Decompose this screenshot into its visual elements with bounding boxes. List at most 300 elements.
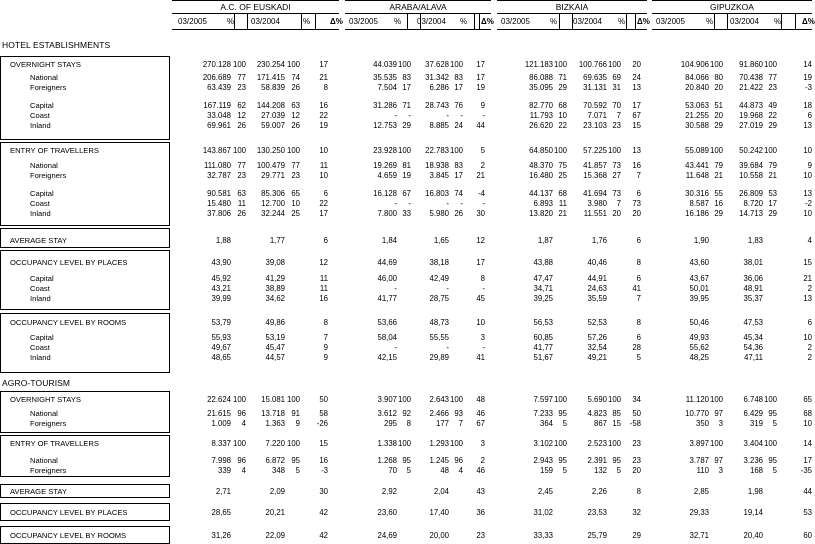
cell-value: 11 xyxy=(319,284,328,293)
cell-value: 20,00 xyxy=(429,531,449,540)
cell-value: 57.225 xyxy=(583,146,607,155)
cell-value: 7.998 xyxy=(211,456,231,465)
cell-value: 30.588 xyxy=(685,121,709,130)
cell-value: 51 xyxy=(714,101,723,110)
cell-value: 10 xyxy=(803,171,812,180)
cell-value: 39,08 xyxy=(265,258,285,267)
cell-value: 85.306 xyxy=(261,189,285,198)
cell-value: 867 xyxy=(593,419,607,428)
cell-value: -35 xyxy=(800,466,812,475)
header-divider xyxy=(247,14,248,29)
cell-value: 49,21 xyxy=(587,353,607,362)
cell-value: 77 xyxy=(237,161,246,170)
cell-value: 8 xyxy=(636,318,641,327)
cell-value: 53.063 xyxy=(685,101,709,110)
cell-value: 12 xyxy=(319,258,328,267)
cell-value: 17 xyxy=(402,83,411,92)
cell-value: 100 xyxy=(232,60,246,69)
cell-value: 32.244 xyxy=(261,209,285,218)
row-label: Inland xyxy=(30,353,51,362)
period-header xyxy=(172,13,343,30)
period-label-y2: 03/2004 xyxy=(251,17,280,26)
cell-value: 45,92 xyxy=(211,274,231,283)
cell-value: 29 xyxy=(714,121,723,130)
cell-value: 53,66 xyxy=(377,318,397,327)
cell-value: 11.120 xyxy=(685,395,709,404)
cell-value: 63.439 xyxy=(207,83,231,92)
cell-value: 69 xyxy=(612,73,621,82)
cell-value: 20 xyxy=(612,209,621,218)
cell-value: 23 xyxy=(612,121,621,130)
cell-value: 49,67 xyxy=(211,343,231,352)
cell-value: 100 xyxy=(397,146,411,155)
cell-value: - xyxy=(482,199,485,208)
cell-value: 40,46 xyxy=(587,258,607,267)
row-label: National xyxy=(30,161,58,170)
cell-value: 95 xyxy=(291,456,300,465)
cell-value: 8 xyxy=(480,274,485,283)
period-label-p1: % xyxy=(550,17,558,26)
cell-value: 95 xyxy=(558,456,567,465)
cell-value: 100 xyxy=(553,439,567,448)
cell-value: 7 xyxy=(636,294,641,303)
region-header xyxy=(345,0,494,30)
cell-value: - xyxy=(446,284,449,293)
row-label: Inland xyxy=(30,209,51,218)
cell-value: 6.893 xyxy=(533,199,553,208)
row-label: ENTRY OF TRAVELLERS xyxy=(10,146,99,155)
cell-value: 31.286 xyxy=(373,101,397,110)
cell-value: 84.066 xyxy=(685,73,709,82)
period-label-y2: 03/2004 xyxy=(730,17,759,26)
cell-value: 16.480 xyxy=(529,171,553,180)
cell-value: 100 xyxy=(449,395,463,404)
cell-value: 8.720 xyxy=(743,199,763,208)
cell-value: 42,15 xyxy=(377,353,397,362)
cell-value: 50.242 xyxy=(739,146,763,155)
cell-value: 44,91 xyxy=(587,274,607,283)
cell-value: 65 xyxy=(291,189,300,198)
cell-value: 57,26 xyxy=(587,333,607,342)
cell-value: 7 xyxy=(323,333,328,342)
cell-value: 63 xyxy=(291,101,300,110)
cell-value: 13 xyxy=(632,83,641,92)
cell-value: 55.089 xyxy=(685,146,709,155)
cell-value: 27 xyxy=(612,171,621,180)
cell-value: - xyxy=(446,199,449,208)
cell-value: 36,06 xyxy=(743,274,763,283)
cell-value: 9 xyxy=(807,161,812,170)
cell-value: 24 xyxy=(454,121,463,130)
cell-value: 39,95 xyxy=(689,294,709,303)
cell-value: 4 xyxy=(807,236,812,245)
cell-value: 44,57 xyxy=(265,353,285,362)
cell-value: 39.684 xyxy=(739,161,763,170)
cell-value: 3 xyxy=(718,466,723,475)
cell-value: 17 xyxy=(319,60,328,69)
cell-value: 100 xyxy=(232,395,246,404)
cell-value: 23.103 xyxy=(583,121,607,130)
cell-value: 100 xyxy=(232,146,246,155)
cell-value: 58,04 xyxy=(377,333,397,342)
cell-value: 7.504 xyxy=(377,83,397,92)
cell-value: 23 xyxy=(768,83,777,92)
cell-value: 10.558 xyxy=(739,171,763,180)
row-label: Inland xyxy=(30,121,51,130)
cell-value: 26.809 xyxy=(739,189,763,198)
cell-value: 4 xyxy=(241,466,246,475)
cell-value: 171.415 xyxy=(256,73,285,82)
cell-value: 38,18 xyxy=(429,258,449,267)
cell-value: 53,19 xyxy=(265,333,285,342)
header-divider xyxy=(479,14,480,29)
row-label: National xyxy=(30,409,58,418)
cell-value: 86.088 xyxy=(529,73,553,82)
cell-value: -26 xyxy=(316,419,328,428)
row-label: Coast xyxy=(30,343,50,352)
cell-value: 10 xyxy=(319,146,328,155)
cell-value: 100 xyxy=(763,439,777,448)
cell-value: 70.438 xyxy=(739,73,763,82)
cell-value: 48,91 xyxy=(743,284,763,293)
cell-value: 1.363 xyxy=(265,419,285,428)
cell-value: - xyxy=(446,111,449,120)
cell-value: 2,45 xyxy=(537,487,553,496)
row-label: Foreigners xyxy=(30,171,67,180)
cell-value: 2 xyxy=(480,456,485,465)
cell-value: 29 xyxy=(632,531,641,540)
cell-value: 25,79 xyxy=(587,531,607,540)
cell-value: 8 xyxy=(636,487,641,496)
header-divider xyxy=(301,14,302,29)
cell-value: 13.718 xyxy=(261,409,285,418)
cell-value: 12.753 xyxy=(373,121,397,130)
cell-value: 3.404 xyxy=(743,439,763,448)
section-title-hotel: HOTEL ESTABLISHMENTS xyxy=(2,40,111,50)
cell-value: 5 xyxy=(616,466,621,475)
cell-value: 79 xyxy=(714,161,723,170)
cell-value: 21 xyxy=(476,171,485,180)
cell-value: 69.635 xyxy=(583,73,607,82)
cell-value: 10 xyxy=(558,111,567,120)
cell-value: 50,01 xyxy=(689,284,709,293)
cell-value: 5 xyxy=(772,419,777,428)
cell-value: 3.787 xyxy=(689,456,709,465)
cell-value: 48 xyxy=(476,395,485,404)
cell-value: 42 xyxy=(319,508,328,517)
header-divider xyxy=(474,14,475,29)
header-divider xyxy=(572,14,573,29)
cell-value: 22 xyxy=(319,199,328,208)
cell-value: 24,69 xyxy=(377,531,397,540)
cell-value: 30 xyxy=(476,209,485,218)
cell-value: 104.906 xyxy=(680,60,709,69)
cell-value: 1,90 xyxy=(693,236,709,245)
cell-value: 121.183 xyxy=(524,60,553,69)
cell-value: 3 xyxy=(480,333,485,342)
cell-value: 100 xyxy=(709,395,723,404)
cell-value: 95 xyxy=(768,409,777,418)
cell-value: 97 xyxy=(714,409,723,418)
cell-value: 35.535 xyxy=(373,73,397,82)
cell-value: 10 xyxy=(291,199,300,208)
cell-value: 19,14 xyxy=(743,508,763,517)
cell-value: 26 xyxy=(291,121,300,130)
cell-value: 295 xyxy=(383,419,397,428)
cell-value: 100 xyxy=(449,146,463,155)
cell-value: 19.968 xyxy=(739,111,763,120)
cell-value: 74 xyxy=(291,73,300,82)
cell-value: 4.659 xyxy=(377,171,397,180)
row-label: AVERAGE STAY xyxy=(10,487,67,496)
cell-value: 67 xyxy=(476,419,485,428)
cell-value: 24,63 xyxy=(587,284,607,293)
cell-value: 14 xyxy=(803,439,812,448)
cell-value: 2,85 xyxy=(693,487,709,496)
period-label-p2: % xyxy=(303,17,311,26)
period-label-y1: 03/2005 xyxy=(501,17,530,26)
cell-value: 43,88 xyxy=(533,258,553,267)
cell-value: 33.048 xyxy=(207,111,231,120)
cell-value: 74 xyxy=(454,189,463,198)
cell-value: - xyxy=(408,199,411,208)
cell-value: 167.119 xyxy=(203,101,231,110)
cell-value: 37.806 xyxy=(207,209,231,218)
cell-value: 100 xyxy=(397,439,411,448)
cell-value: 23 xyxy=(632,456,641,465)
cell-value: 90.581 xyxy=(207,189,231,198)
cell-value: 8.885 xyxy=(429,121,449,130)
cell-value: 8 xyxy=(323,318,328,327)
cell-value: 20 xyxy=(632,466,641,475)
cell-value: 130.250 xyxy=(256,146,285,155)
cell-value: 53 xyxy=(768,189,777,198)
cell-value: 75 xyxy=(558,161,567,170)
row-label: Capital xyxy=(30,274,54,283)
cell-value: 65 xyxy=(803,395,812,404)
header-divider xyxy=(234,14,235,29)
cell-value: 80 xyxy=(714,73,723,82)
cell-value: 11 xyxy=(237,199,246,208)
cell-value: 144.208 xyxy=(256,101,285,110)
row-label: Coast xyxy=(30,199,50,208)
cell-value: 41,29 xyxy=(265,274,285,283)
cell-value: 60,85 xyxy=(533,333,553,342)
header-rule xyxy=(172,0,339,1)
cell-value: 91 xyxy=(291,409,300,418)
cell-value: 56,53 xyxy=(533,318,553,327)
row-label: National xyxy=(30,73,58,82)
cell-value: 42 xyxy=(319,531,328,540)
cell-value: 93 xyxy=(454,409,463,418)
cell-value: 8 xyxy=(406,419,411,428)
cell-value: 100 xyxy=(232,439,246,448)
cell-value: 29 xyxy=(558,83,567,92)
cell-value: 32 xyxy=(632,508,641,517)
cell-value: 270.128 xyxy=(202,60,231,69)
cell-value: 46 xyxy=(476,409,485,418)
cell-value: 10.770 xyxy=(685,409,709,418)
row-label: Capital xyxy=(30,333,54,342)
cell-value: 27.019 xyxy=(739,121,763,130)
cell-value: 41.694 xyxy=(583,189,607,198)
cell-value: 10 xyxy=(803,209,812,218)
cell-value: 100 xyxy=(553,395,567,404)
cell-value: 38,89 xyxy=(265,284,285,293)
cell-value: 50 xyxy=(319,395,328,404)
cell-value: 46,00 xyxy=(377,274,397,283)
cell-value: 10 xyxy=(803,419,812,428)
cell-value: 19 xyxy=(476,83,485,92)
cell-value: 3 xyxy=(718,419,723,428)
cell-value: 7 xyxy=(616,199,621,208)
cell-value: 22 xyxy=(558,121,567,130)
cell-value: 39,99 xyxy=(211,294,231,303)
cell-value: 35,37 xyxy=(743,294,763,303)
row-label: ENTRY OF TRAVELLERS xyxy=(10,439,99,448)
header-divider xyxy=(407,14,408,29)
cell-value: 45,47 xyxy=(265,343,285,352)
cell-value: 17 xyxy=(768,199,777,208)
header-rule xyxy=(497,0,647,1)
cell-value: 67 xyxy=(632,111,641,120)
cell-value: - xyxy=(446,343,449,352)
cell-value: 159 xyxy=(539,466,553,475)
cell-value: 339 xyxy=(217,466,231,475)
section-title-agro: AGRO-TOURISM xyxy=(2,378,71,388)
period-label-d: Δ% xyxy=(481,17,494,26)
cell-value: 100 xyxy=(709,146,723,155)
cell-value: 10 xyxy=(803,333,812,342)
cell-value: 13 xyxy=(632,146,641,155)
cell-value: 21 xyxy=(319,73,328,82)
cell-value: 364 xyxy=(539,419,553,428)
cell-value: 16 xyxy=(319,294,328,303)
cell-value: 29 xyxy=(768,209,777,218)
cell-value: 2,04 xyxy=(433,487,449,496)
cell-value: 70 xyxy=(388,466,397,475)
row-label: OVERNIGHT STAYS xyxy=(10,60,81,69)
cell-value: 11 xyxy=(319,274,328,283)
cell-value: 21 xyxy=(714,171,723,180)
cell-value: 53,79 xyxy=(211,318,231,327)
cell-value: 168 xyxy=(749,466,763,475)
cell-value: 20 xyxy=(714,83,723,92)
cell-value: 16.803 xyxy=(425,189,449,198)
cell-value: 5 xyxy=(636,353,641,362)
cell-value: 22 xyxy=(319,111,328,120)
header-divider xyxy=(714,14,715,29)
cell-value: 67 xyxy=(402,189,411,198)
cell-value: 9 xyxy=(323,343,328,352)
cell-value: 21.422 xyxy=(739,83,763,92)
cell-value: 16 xyxy=(319,101,328,110)
cell-value: 1.268 xyxy=(377,456,397,465)
cell-value: 55,93 xyxy=(211,333,231,342)
cell-value: 1.245 xyxy=(429,456,449,465)
row-label: Coast xyxy=(30,111,50,120)
cell-value: 95 xyxy=(558,409,567,418)
cell-value: 28 xyxy=(632,343,641,352)
cell-value: 6 xyxy=(807,318,812,327)
cell-value: 55,62 xyxy=(689,343,709,352)
cell-value: 15.480 xyxy=(207,199,231,208)
row-label: Capital xyxy=(30,101,54,110)
cell-value: 34,71 xyxy=(533,284,553,293)
cell-value: 49 xyxy=(768,101,777,110)
period-label-p1: % xyxy=(227,17,235,26)
cell-value: 1,77 xyxy=(269,236,285,245)
cell-value: 20 xyxy=(632,60,641,69)
row-label: OVERNIGHT STAYS xyxy=(10,395,81,404)
cell-value: 22 xyxy=(768,111,777,120)
period-label-y1: 03/2005 xyxy=(178,17,207,26)
period-label-d: Δ% xyxy=(330,17,343,26)
cell-value: 51,67 xyxy=(533,353,553,362)
cell-value: 20 xyxy=(632,209,641,218)
cell-value: 6 xyxy=(636,189,641,198)
cell-value: 48,25 xyxy=(689,353,709,362)
cell-value: 6.872 xyxy=(265,456,285,465)
cell-value: 11.648 xyxy=(685,171,709,180)
cell-value: 33 xyxy=(402,209,411,218)
cell-value: -58 xyxy=(629,419,641,428)
cell-value: 26 xyxy=(237,121,246,130)
cell-value: 41,77 xyxy=(377,294,397,303)
row-label: Capital xyxy=(30,189,54,198)
cell-value: 2,09 xyxy=(269,487,285,496)
cell-value: 31,26 xyxy=(211,531,231,540)
cell-value: - xyxy=(408,111,411,120)
cell-value: 34 xyxy=(632,395,641,404)
row-label: National xyxy=(30,456,58,465)
cell-value: 53 xyxy=(803,508,812,517)
cell-value: 17 xyxy=(632,101,641,110)
row-label: OCCUPANCY LEVEL BY ROOMS xyxy=(10,318,127,327)
cell-value: 31 xyxy=(612,83,621,92)
cell-value: 38,01 xyxy=(743,258,763,267)
cell-value: 100 xyxy=(607,60,621,69)
region-name: GIPUZKOA xyxy=(710,2,754,12)
cell-value: 100 xyxy=(449,439,463,448)
cell-value: 1,88 xyxy=(215,236,231,245)
cell-value: 10 xyxy=(803,146,812,155)
cell-value: 7 xyxy=(636,171,641,180)
cell-value: 22.624 xyxy=(207,395,231,404)
cell-value: 17,40 xyxy=(429,508,449,517)
region-header xyxy=(652,0,815,30)
cell-value: 16.186 xyxy=(685,209,709,218)
cell-value: 2.391 xyxy=(587,456,607,465)
cell-value: 48,73 xyxy=(429,318,449,327)
cell-value: 13 xyxy=(803,121,812,130)
cell-value: 23,53 xyxy=(587,508,607,517)
cell-value: 20 xyxy=(714,111,723,120)
cell-value: 2.523 xyxy=(587,439,607,448)
cell-value: 83 xyxy=(454,161,463,170)
cell-value: 3.612 xyxy=(377,409,397,418)
cell-value: 5 xyxy=(406,466,411,475)
cell-value: 34,62 xyxy=(265,294,285,303)
cell-value: 29 xyxy=(402,121,411,130)
cell-value: 7.220 xyxy=(265,439,285,448)
cell-value: 32,71 xyxy=(689,531,709,540)
cell-value: 2.643 xyxy=(429,395,449,404)
cell-value: 32.787 xyxy=(207,171,231,180)
cell-value: 19.269 xyxy=(373,161,397,170)
cell-value: 41 xyxy=(632,284,641,293)
cell-value: 70.592 xyxy=(583,101,607,110)
